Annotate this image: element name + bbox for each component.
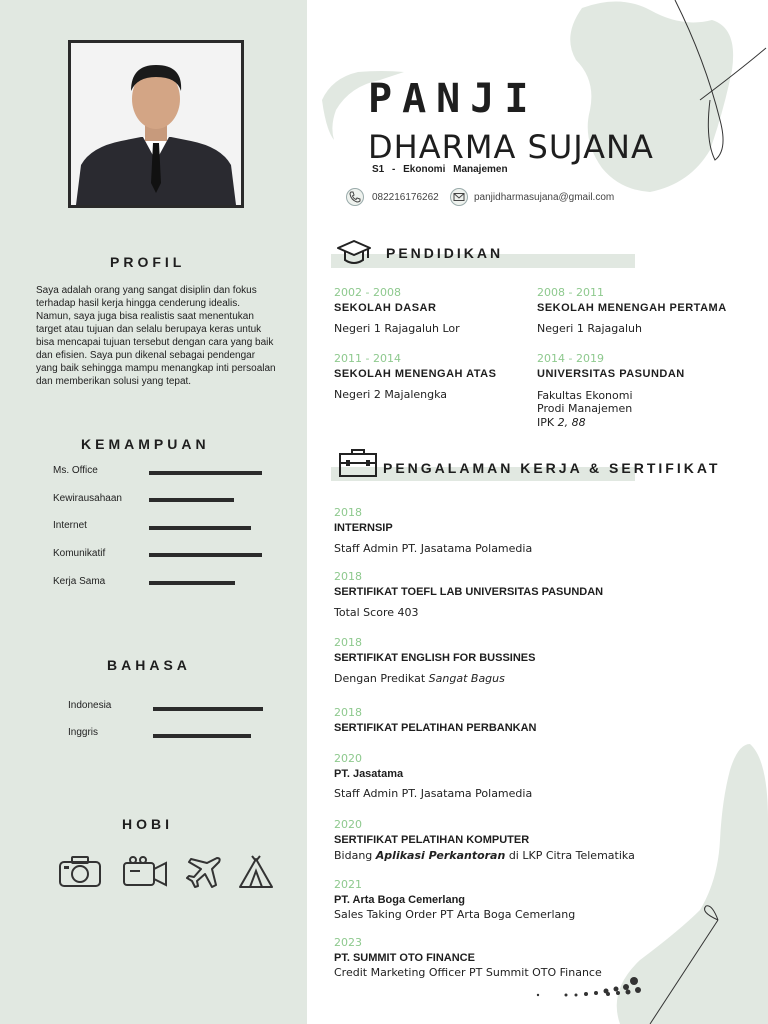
exp-title: PT. Arta Boga Cemerlang — [334, 894, 466, 906]
exp-detail: Credit Marketing Officer PT Summit OTO Finance — [334, 966, 602, 979]
exp-detail: Sales Taking Order PT Arta Boga Cemerlang — [334, 908, 576, 921]
first-name: PANJI — [368, 76, 539, 122]
last-name: DHARMA SUJANA — [368, 128, 654, 166]
edu-gpa — [537, 416, 586, 429]
edu-detail: Negeri 1 Rajagaluh — [537, 322, 642, 335]
exp-year: 2018 — [334, 570, 362, 583]
exp-year: 2020 — [334, 752, 362, 765]
profile-section-title: PROFIL — [110, 254, 186, 270]
edu-years: 2011 - 2014 — [334, 352, 401, 365]
skill-label: Internet — [53, 520, 87, 531]
exp-detail: Staff Admin PT. Jasatama Polamedia — [334, 787, 533, 800]
edu-years: 2014 - 2019 — [537, 352, 604, 365]
phone-number[interactable]: 082216176262 — [372, 192, 439, 203]
skill-label: Ms. Office — [53, 465, 98, 476]
edu-detail: Fakultas Ekonomi Prodi Manajemen — [537, 389, 633, 415]
exp-detail-text: Dengan Predikat — [334, 672, 426, 685]
edu-school: SEKOLAH MENENGAH ATAS — [334, 368, 497, 380]
education-section-title: PENDIDIKAN — [386, 245, 504, 261]
exp-detail: Total Score 403 — [334, 606, 419, 619]
briefcase-icon — [338, 448, 378, 478]
exp-title: SERTIFIKAT TOEFL LAB UNIVERSITAS PASUNDAN — [334, 586, 604, 598]
skill-bar — [149, 553, 262, 557]
profile-text: Saya adalah orang yang sangat disiplin dan fokus terhadap hasil kerja hingga cenderung idealis. Namun, saya juga bisa realistis saat menentukan target atau tujuan dan selalu berupaya keras untuk bisa mencapai tujuan tersebut dengan cara yang baik dan efisien. Saya pun dikenal sebagai pendengar yang baik sehingga mampu menangkap inti persoalan dan memberikan solusi yang tepat. — [36, 285, 276, 387]
skill-label: Kerja Sama — [53, 576, 106, 587]
language-section-title: BAHASA — [107, 657, 191, 673]
edu-years: 2002 - 2008 — [334, 286, 401, 299]
video-camera-icon — [122, 855, 168, 889]
exp-title: SERTIFIKAT ENGLISH FOR BUSSINES — [334, 652, 536, 664]
exp-detail — [334, 849, 635, 862]
language-label: Inggris — [68, 727, 99, 738]
exp-year: 2018 — [334, 636, 362, 649]
skill-bar — [149, 526, 251, 530]
gpa-value: 2, 88 — [557, 416, 586, 429]
exp-title: INTERNSIP — [334, 522, 393, 534]
exp-detail-emphasis: Aplikasi Perkantoran — [375, 849, 506, 862]
skills-section-title: KEMAMPUAN — [81, 436, 210, 452]
language-label: Indonesia — [68, 700, 112, 711]
exp-year: 2023 — [334, 936, 362, 949]
profile-photo — [68, 40, 244, 208]
email-address[interactable]: panjidharmasujana@gmail.com — [474, 192, 615, 203]
exp-title: PT. Jasatama — [334, 768, 404, 780]
phone-icon — [346, 188, 364, 206]
exp-year: 2018 — [334, 706, 362, 719]
exp-detail: Staff Admin PT. Jasatama Polamedia — [334, 542, 533, 555]
exp-year: 2018 — [334, 506, 362, 519]
exp-year: 2020 — [334, 818, 362, 831]
edu-years: 2008 - 2011 — [537, 286, 604, 299]
exp-year: 2021 — [334, 878, 362, 891]
skill-label: Komunikatif — [53, 548, 106, 559]
degree-subtitle: S1 - Ekonomi Manajemen — [372, 164, 508, 175]
edu-detail: Negeri 1 Rajagaluh Lor — [334, 322, 460, 335]
exp-detail-emphasis: Sangat Bagus — [428, 672, 505, 685]
graduation-cap-icon — [336, 238, 372, 268]
language-bar — [153, 734, 251, 738]
gpa-label: IPK — [537, 416, 555, 429]
experience-section-title: PENGALAMAN KERJA & SERTIFIKAT — [383, 460, 721, 476]
skill-bar — [149, 498, 234, 502]
tent-icon — [237, 855, 275, 889]
airplane-icon — [186, 855, 222, 889]
edu-school: SEKOLAH DASAR — [334, 302, 437, 314]
camera-icon — [58, 855, 102, 889]
hobby-section-title: HOBI — [122, 816, 173, 832]
profile-photo-image — [71, 43, 241, 205]
edu-school: UNIVERSITAS PASUNDAN — [537, 368, 685, 380]
exp-detail-text: di LKP Citra Telematika — [508, 849, 635, 862]
exp-detail-text: Bidang — [334, 849, 373, 862]
email-icon — [450, 188, 468, 206]
skill-bar — [149, 471, 262, 475]
decorative-dots — [530, 975, 650, 1005]
exp-title: SERTIFIKAT PELATIHAN KOMPUTER — [334, 834, 530, 846]
language-bar — [153, 707, 263, 711]
edu-school: SEKOLAH MENENGAH PERTAMA — [537, 302, 727, 314]
exp-title: PT. SUMMIT OTO FINANCE — [334, 952, 475, 964]
edu-detail: Negeri 2 Majalengka — [334, 388, 448, 401]
exp-title: SERTIFIKAT PELATIHAN PERBANKAN — [334, 722, 537, 734]
exp-detail — [334, 672, 505, 685]
skill-bar — [149, 581, 235, 585]
skill-label: Kewirausahaan — [53, 493, 122, 504]
